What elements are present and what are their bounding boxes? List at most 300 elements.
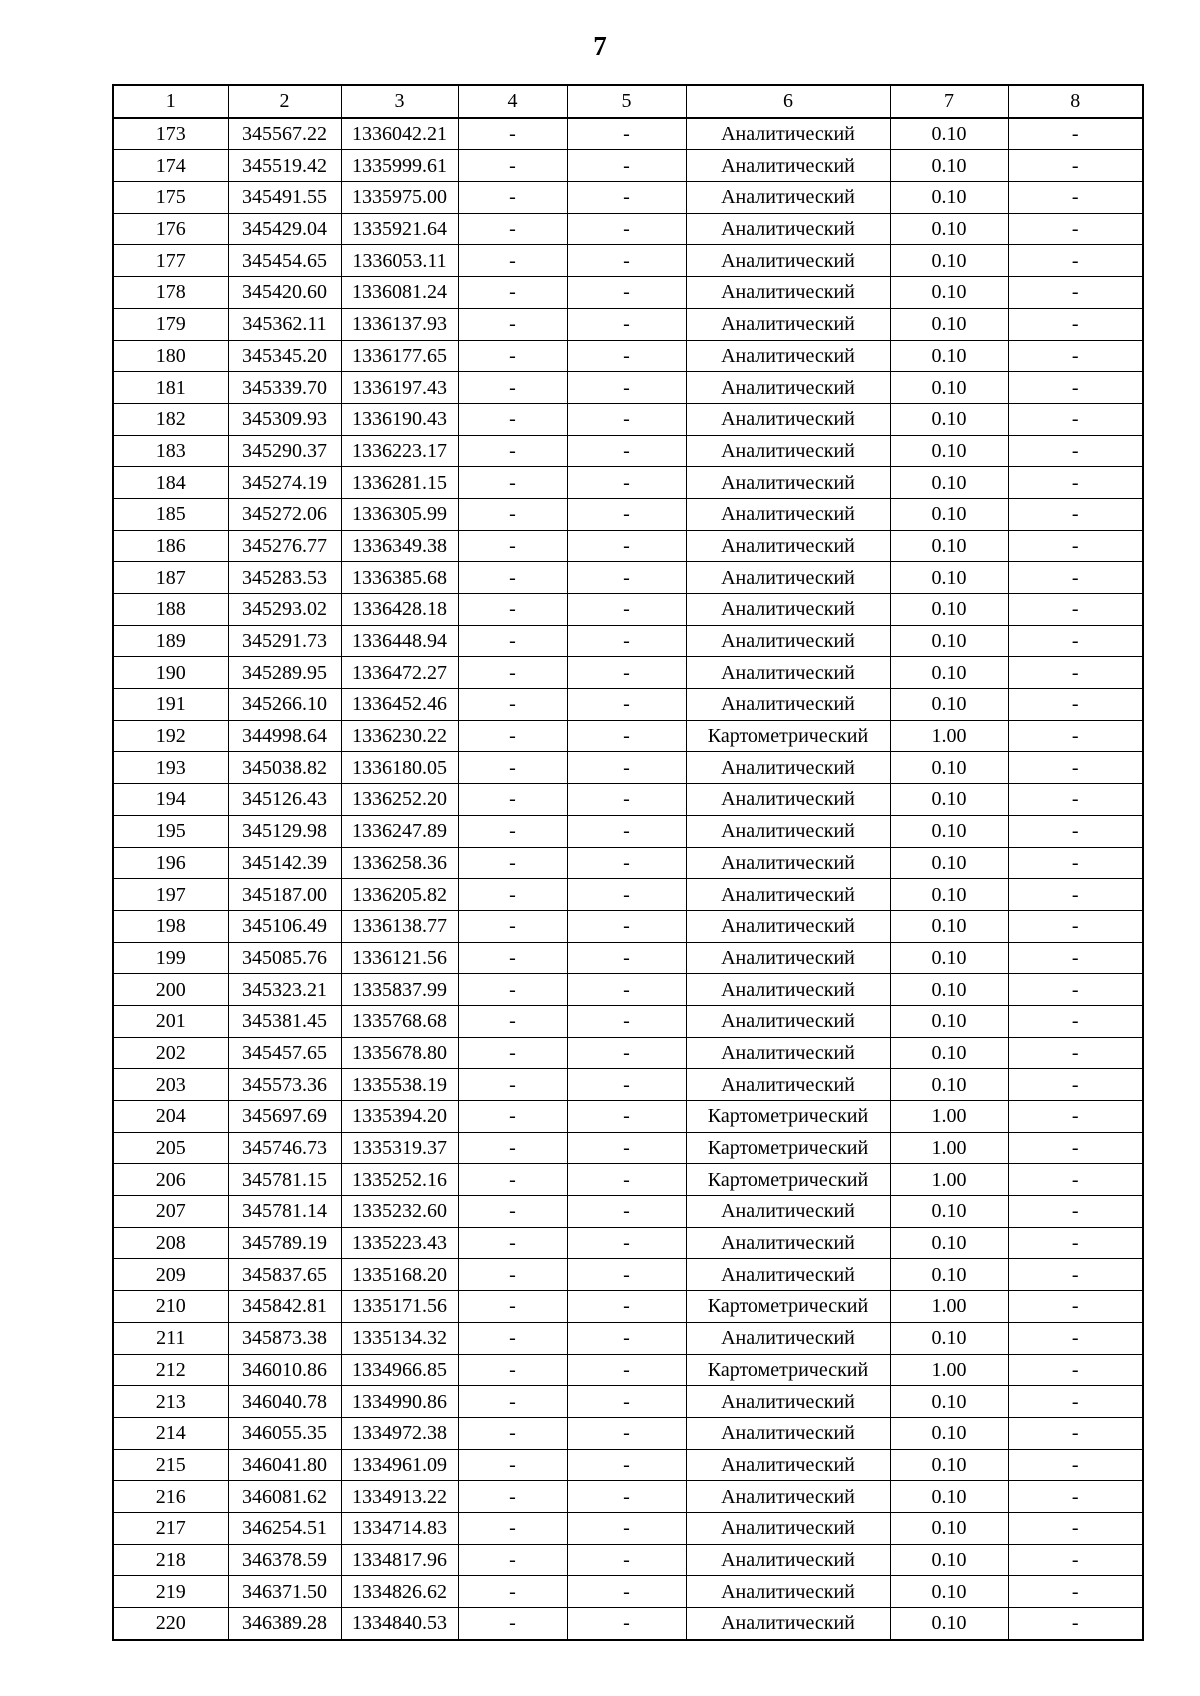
cell-y-coordinate: 1336472.27 [341, 657, 458, 689]
table-row [113, 118, 1143, 150]
cell-col-4: - [458, 498, 567, 530]
cell-method: Картометрический [686, 1354, 890, 1386]
cell-col-5: - [567, 182, 686, 214]
table-row [113, 1354, 1143, 1386]
cell-x-coordinate: 345290.37 [228, 435, 341, 467]
cell-accuracy: 0.10 [890, 657, 1008, 689]
cell-col-4: - [458, 213, 567, 245]
cell-method: Аналитический [686, 1069, 890, 1101]
table-row [113, 1481, 1143, 1513]
cell-col-8: - [1008, 1227, 1143, 1259]
cell-col-4: - [458, 245, 567, 277]
table-row [113, 213, 1143, 245]
cell-col-4: - [458, 625, 567, 657]
cell-col-8: - [1008, 594, 1143, 626]
cell-point-number: 199 [113, 942, 228, 974]
cell-col-8: - [1008, 340, 1143, 372]
cell-method: Аналитический [686, 467, 890, 499]
cell-point-number: 174 [113, 150, 228, 182]
cell-point-number: 181 [113, 372, 228, 404]
cell-x-coordinate: 344998.64 [228, 720, 341, 752]
cell-method: Аналитический [686, 689, 890, 721]
cell-y-coordinate: 1336042.21 [341, 118, 458, 150]
cell-point-number: 179 [113, 308, 228, 340]
cell-col-8: - [1008, 1544, 1143, 1576]
cell-col-5: - [567, 1417, 686, 1449]
table-row [113, 1005, 1143, 1037]
cell-accuracy: 0.10 [890, 1481, 1008, 1513]
cell-method: Аналитический [686, 879, 890, 911]
cell-col-5: - [567, 1227, 686, 1259]
cell-y-coordinate: 1334714.83 [341, 1512, 458, 1544]
cell-point-number: 220 [113, 1608, 228, 1640]
cell-point-number: 182 [113, 403, 228, 435]
cell-col-8: - [1008, 879, 1143, 911]
cell-x-coordinate: 345420.60 [228, 277, 341, 309]
column-header-5: 5 [567, 85, 686, 118]
cell-y-coordinate: 1336385.68 [341, 562, 458, 594]
cell-col-5: - [567, 1005, 686, 1037]
cell-x-coordinate: 346371.50 [228, 1576, 341, 1608]
cell-col-8: - [1008, 562, 1143, 594]
cell-y-coordinate: 1335319.37 [341, 1132, 458, 1164]
cell-x-coordinate: 345429.04 [228, 213, 341, 245]
cell-col-4: - [458, 1322, 567, 1354]
cell-col-5: - [567, 1322, 686, 1354]
table-row [113, 150, 1143, 182]
cell-accuracy: 0.10 [890, 1544, 1008, 1576]
cell-accuracy: 0.10 [890, 182, 1008, 214]
table-row [113, 720, 1143, 752]
cell-y-coordinate: 1336138.77 [341, 910, 458, 942]
cell-col-5: - [567, 498, 686, 530]
cell-method: Картометрический [686, 1101, 890, 1133]
cell-col-5: - [567, 657, 686, 689]
cell-y-coordinate: 1336448.94 [341, 625, 458, 657]
cell-col-5: - [567, 1164, 686, 1196]
cell-accuracy: 1.00 [890, 1291, 1008, 1323]
cell-y-coordinate: 1336230.22 [341, 720, 458, 752]
cell-col-5: - [567, 1386, 686, 1418]
cell-point-number: 203 [113, 1069, 228, 1101]
cell-col-5: - [567, 1512, 686, 1544]
cell-method: Картометрический [686, 1291, 890, 1323]
table-row [113, 1512, 1143, 1544]
cell-point-number: 176 [113, 213, 228, 245]
cell-point-number: 215 [113, 1449, 228, 1481]
cell-accuracy: 0.10 [890, 1449, 1008, 1481]
cell-x-coordinate: 345842.81 [228, 1291, 341, 1323]
cell-y-coordinate: 1336247.89 [341, 815, 458, 847]
cell-accuracy: 0.10 [890, 1386, 1008, 1418]
cell-col-5: - [567, 435, 686, 467]
cell-point-number: 175 [113, 182, 228, 214]
cell-col-4: - [458, 372, 567, 404]
cell-point-number: 214 [113, 1417, 228, 1449]
cell-point-number: 201 [113, 1005, 228, 1037]
cell-point-number: 200 [113, 974, 228, 1006]
cell-col-8: - [1008, 277, 1143, 309]
cell-accuracy: 0.10 [890, 150, 1008, 182]
cell-point-number: 218 [113, 1544, 228, 1576]
cell-point-number: 219 [113, 1576, 228, 1608]
table-row [113, 815, 1143, 847]
cell-x-coordinate: 345873.38 [228, 1322, 341, 1354]
cell-col-8: - [1008, 1512, 1143, 1544]
cell-point-number: 196 [113, 847, 228, 879]
cell-method: Аналитический [686, 594, 890, 626]
cell-x-coordinate: 345457.65 [228, 1037, 341, 1069]
cell-method: Аналитический [686, 1608, 890, 1640]
cell-method: Аналитический [686, 847, 890, 879]
cell-col-4: - [458, 1227, 567, 1259]
cell-col-4: - [458, 1069, 567, 1101]
cell-x-coordinate: 345697.69 [228, 1101, 341, 1133]
table-row [113, 562, 1143, 594]
cell-col-5: - [567, 1449, 686, 1481]
cell-accuracy: 0.10 [890, 467, 1008, 499]
cell-method: Аналитический [686, 562, 890, 594]
cell-y-coordinate: 1335394.20 [341, 1101, 458, 1133]
cell-col-4: - [458, 403, 567, 435]
cell-col-8: - [1008, 213, 1143, 245]
cell-accuracy: 0.10 [890, 594, 1008, 626]
cell-x-coordinate: 345567.22 [228, 118, 341, 150]
cell-col-5: - [567, 372, 686, 404]
table-row [113, 1164, 1143, 1196]
cell-method: Аналитический [686, 1449, 890, 1481]
cell-col-8: - [1008, 467, 1143, 499]
cell-col-4: - [458, 1386, 567, 1418]
cell-point-number: 177 [113, 245, 228, 277]
table-row [113, 657, 1143, 689]
table-row [113, 879, 1143, 911]
cell-y-coordinate: 1336452.46 [341, 689, 458, 721]
cell-col-4: - [458, 562, 567, 594]
cell-accuracy: 0.10 [890, 372, 1008, 404]
column-header-6: 6 [686, 85, 890, 118]
cell-x-coordinate: 345491.55 [228, 182, 341, 214]
cell-col-5: - [567, 1196, 686, 1228]
table-row [113, 1291, 1143, 1323]
cell-y-coordinate: 1336180.05 [341, 752, 458, 784]
cell-col-5: - [567, 1259, 686, 1291]
cell-x-coordinate: 345129.98 [228, 815, 341, 847]
cell-method: Аналитический [686, 1417, 890, 1449]
cell-y-coordinate: 1335837.99 [341, 974, 458, 1006]
cell-col-8: - [1008, 815, 1143, 847]
cell-x-coordinate: 345781.14 [228, 1196, 341, 1228]
cell-col-4: - [458, 1037, 567, 1069]
cell-x-coordinate: 346378.59 [228, 1544, 341, 1576]
cell-y-coordinate: 1334961.09 [341, 1449, 458, 1481]
cell-col-8: - [1008, 403, 1143, 435]
column-header-3: 3 [341, 85, 458, 118]
cell-y-coordinate: 1336205.82 [341, 879, 458, 911]
cell-point-number: 185 [113, 498, 228, 530]
cell-accuracy: 0.10 [890, 1227, 1008, 1259]
cell-y-coordinate: 1336281.15 [341, 467, 458, 499]
cell-y-coordinate: 1335168.20 [341, 1259, 458, 1291]
cell-col-4: - [458, 1164, 567, 1196]
cell-method: Аналитический [686, 1259, 890, 1291]
cell-point-number: 184 [113, 467, 228, 499]
cell-col-8: - [1008, 118, 1143, 150]
cell-point-number: 183 [113, 435, 228, 467]
cell-point-number: 204 [113, 1101, 228, 1133]
cell-col-4: - [458, 1196, 567, 1228]
cell-method: Аналитический [686, 308, 890, 340]
table-row [113, 1417, 1143, 1449]
cell-y-coordinate: 1335921.64 [341, 213, 458, 245]
cell-col-4: - [458, 720, 567, 752]
cell-col-5: - [567, 942, 686, 974]
table-row [113, 1449, 1143, 1481]
table-row [113, 942, 1143, 974]
cell-accuracy: 0.10 [890, 1005, 1008, 1037]
cell-accuracy: 1.00 [890, 1354, 1008, 1386]
cell-col-5: - [567, 213, 686, 245]
cell-x-coordinate: 346041.80 [228, 1449, 341, 1481]
cell-col-4: - [458, 815, 567, 847]
cell-y-coordinate: 1336053.11 [341, 245, 458, 277]
cell-method: Аналитический [686, 245, 890, 277]
cell-x-coordinate: 346081.62 [228, 1481, 341, 1513]
cell-col-8: - [1008, 1037, 1143, 1069]
cell-accuracy: 0.10 [890, 1069, 1008, 1101]
cell-x-coordinate: 345276.77 [228, 530, 341, 562]
table-row [113, 498, 1143, 530]
cell-accuracy: 0.10 [890, 245, 1008, 277]
cell-col-5: - [567, 847, 686, 879]
cell-point-number: 206 [113, 1164, 228, 1196]
cell-col-8: - [1008, 1196, 1143, 1228]
cell-col-5: - [567, 752, 686, 784]
cell-y-coordinate: 1335975.00 [341, 182, 458, 214]
cell-col-4: - [458, 1132, 567, 1164]
cell-col-4: - [458, 277, 567, 309]
cell-col-5: - [567, 879, 686, 911]
cell-col-5: - [567, 1069, 686, 1101]
cell-col-4: - [458, 1101, 567, 1133]
cell-col-8: - [1008, 1259, 1143, 1291]
cell-col-5: - [567, 1037, 686, 1069]
cell-accuracy: 0.10 [890, 1322, 1008, 1354]
cell-accuracy: 0.10 [890, 277, 1008, 309]
cell-point-number: 194 [113, 784, 228, 816]
cell-col-4: - [458, 530, 567, 562]
cell-col-8: - [1008, 150, 1143, 182]
cell-y-coordinate: 1335538.19 [341, 1069, 458, 1101]
table-row [113, 784, 1143, 816]
cell-col-8: - [1008, 910, 1143, 942]
cell-x-coordinate: 345274.19 [228, 467, 341, 499]
column-header-1: 1 [113, 85, 228, 118]
cell-x-coordinate: 345573.36 [228, 1069, 341, 1101]
cell-col-8: - [1008, 1005, 1143, 1037]
cell-y-coordinate: 1335134.32 [341, 1322, 458, 1354]
cell-col-8: - [1008, 308, 1143, 340]
column-header-7: 7 [890, 85, 1008, 118]
page-number: 7 [593, 31, 607, 61]
cell-col-5: - [567, 1608, 686, 1640]
cell-col-8: - [1008, 625, 1143, 657]
cell-y-coordinate: 1336190.43 [341, 403, 458, 435]
cell-point-number: 216 [113, 1481, 228, 1513]
table-row [113, 1037, 1143, 1069]
cell-col-8: - [1008, 1354, 1143, 1386]
cell-method: Аналитический [686, 435, 890, 467]
cell-accuracy: 0.10 [890, 562, 1008, 594]
cell-col-8: - [1008, 689, 1143, 721]
cell-y-coordinate: 1336197.43 [341, 372, 458, 404]
cell-y-coordinate: 1335232.60 [341, 1196, 458, 1228]
cell-accuracy: 0.10 [890, 403, 1008, 435]
cell-method: Аналитический [686, 752, 890, 784]
table-row [113, 182, 1143, 214]
cell-accuracy: 0.10 [890, 1259, 1008, 1291]
cell-col-8: - [1008, 1417, 1143, 1449]
cell-point-number: 190 [113, 657, 228, 689]
cell-col-5: - [567, 1481, 686, 1513]
cell-y-coordinate: 1334840.53 [341, 1608, 458, 1640]
cell-accuracy: 0.10 [890, 1196, 1008, 1228]
cell-y-coordinate: 1336137.93 [341, 308, 458, 340]
cell-method: Аналитический [686, 403, 890, 435]
cell-accuracy: 1.00 [890, 1101, 1008, 1133]
cell-accuracy: 0.10 [890, 308, 1008, 340]
cell-col-8: - [1008, 752, 1143, 784]
cell-col-4: - [458, 1005, 567, 1037]
cell-col-4: - [458, 340, 567, 372]
cell-y-coordinate: 1336258.36 [341, 847, 458, 879]
table-row [113, 1132, 1143, 1164]
table-row [113, 594, 1143, 626]
cell-accuracy: 0.10 [890, 974, 1008, 1006]
table-row [113, 1069, 1143, 1101]
cell-method: Аналитический [686, 942, 890, 974]
table-row [113, 910, 1143, 942]
table-body [113, 85, 1143, 1640]
cell-x-coordinate: 345362.11 [228, 308, 341, 340]
cell-y-coordinate: 1336177.65 [341, 340, 458, 372]
table-row [113, 245, 1143, 277]
table-row [113, 1227, 1143, 1259]
cell-method: Аналитический [686, 118, 890, 150]
cell-y-coordinate: 1336349.38 [341, 530, 458, 562]
cell-col-5: - [567, 910, 686, 942]
cell-x-coordinate: 345187.00 [228, 879, 341, 911]
cell-x-coordinate: 345746.73 [228, 1132, 341, 1164]
cell-x-coordinate: 345289.95 [228, 657, 341, 689]
cell-accuracy: 0.10 [890, 625, 1008, 657]
cell-y-coordinate: 1336428.18 [341, 594, 458, 626]
column-header-8: 8 [1008, 85, 1143, 118]
cell-x-coordinate: 346254.51 [228, 1512, 341, 1544]
cell-accuracy: 0.10 [890, 1512, 1008, 1544]
cell-method: Аналитический [686, 625, 890, 657]
cell-col-8: - [1008, 245, 1143, 277]
cell-col-4: - [458, 1576, 567, 1608]
cell-col-4: - [458, 974, 567, 1006]
cell-col-4: - [458, 879, 567, 911]
cell-col-5: - [567, 277, 686, 309]
cell-point-number: 207 [113, 1196, 228, 1228]
cell-y-coordinate: 1334826.62 [341, 1576, 458, 1608]
cell-y-coordinate: 1335252.16 [341, 1164, 458, 1196]
table-row [113, 1196, 1143, 1228]
cell-x-coordinate: 345126.43 [228, 784, 341, 816]
cell-col-5: - [567, 1101, 686, 1133]
cell-y-coordinate: 1335999.61 [341, 150, 458, 182]
cell-point-number: 192 [113, 720, 228, 752]
cell-col-5: - [567, 118, 686, 150]
cell-col-5: - [567, 530, 686, 562]
cell-accuracy: 0.10 [890, 910, 1008, 942]
cell-x-coordinate: 345283.53 [228, 562, 341, 594]
cell-x-coordinate: 345309.93 [228, 403, 341, 435]
cell-col-5: - [567, 689, 686, 721]
cell-col-5: - [567, 974, 686, 1006]
cell-point-number: 187 [113, 562, 228, 594]
cell-col-5: - [567, 150, 686, 182]
cell-col-8: - [1008, 1322, 1143, 1354]
cell-col-5: - [567, 308, 686, 340]
cell-accuracy: 0.10 [890, 942, 1008, 974]
cell-x-coordinate: 346040.78 [228, 1386, 341, 1418]
cell-method: Аналитический [686, 1005, 890, 1037]
table-row [113, 403, 1143, 435]
cell-col-5: - [567, 340, 686, 372]
cell-method: Аналитический [686, 1322, 890, 1354]
cell-col-4: - [458, 942, 567, 974]
cell-point-number: 188 [113, 594, 228, 626]
cell-col-8: - [1008, 435, 1143, 467]
cell-y-coordinate: 1334966.85 [341, 1354, 458, 1386]
cell-method: Аналитический [686, 1037, 890, 1069]
cell-col-5: - [567, 562, 686, 594]
cell-col-4: - [458, 752, 567, 784]
cell-method: Аналитический [686, 1544, 890, 1576]
cell-col-4: - [458, 689, 567, 721]
cell-col-4: - [458, 594, 567, 626]
cell-method: Аналитический [686, 277, 890, 309]
table-row [113, 308, 1143, 340]
cell-point-number: 213 [113, 1386, 228, 1418]
cell-accuracy: 0.10 [890, 530, 1008, 562]
cell-col-4: - [458, 1417, 567, 1449]
cell-y-coordinate: 1335171.56 [341, 1291, 458, 1323]
table-row [113, 974, 1143, 1006]
cell-method: Аналитический [686, 182, 890, 214]
cell-method: Аналитический [686, 657, 890, 689]
cell-col-4: - [458, 467, 567, 499]
cell-col-4: - [458, 118, 567, 150]
cell-accuracy: 1.00 [890, 720, 1008, 752]
cell-point-number: 202 [113, 1037, 228, 1069]
cell-col-8: - [1008, 182, 1143, 214]
cell-y-coordinate: 1336252.20 [341, 784, 458, 816]
cell-accuracy: 0.10 [890, 752, 1008, 784]
cell-x-coordinate: 345291.73 [228, 625, 341, 657]
table-row [113, 1544, 1143, 1576]
cell-x-coordinate: 345142.39 [228, 847, 341, 879]
cell-method: Аналитический [686, 1481, 890, 1513]
cell-point-number: 189 [113, 625, 228, 657]
cell-method: Аналитический [686, 1227, 890, 1259]
cell-point-number: 191 [113, 689, 228, 721]
cell-col-8: - [1008, 974, 1143, 1006]
